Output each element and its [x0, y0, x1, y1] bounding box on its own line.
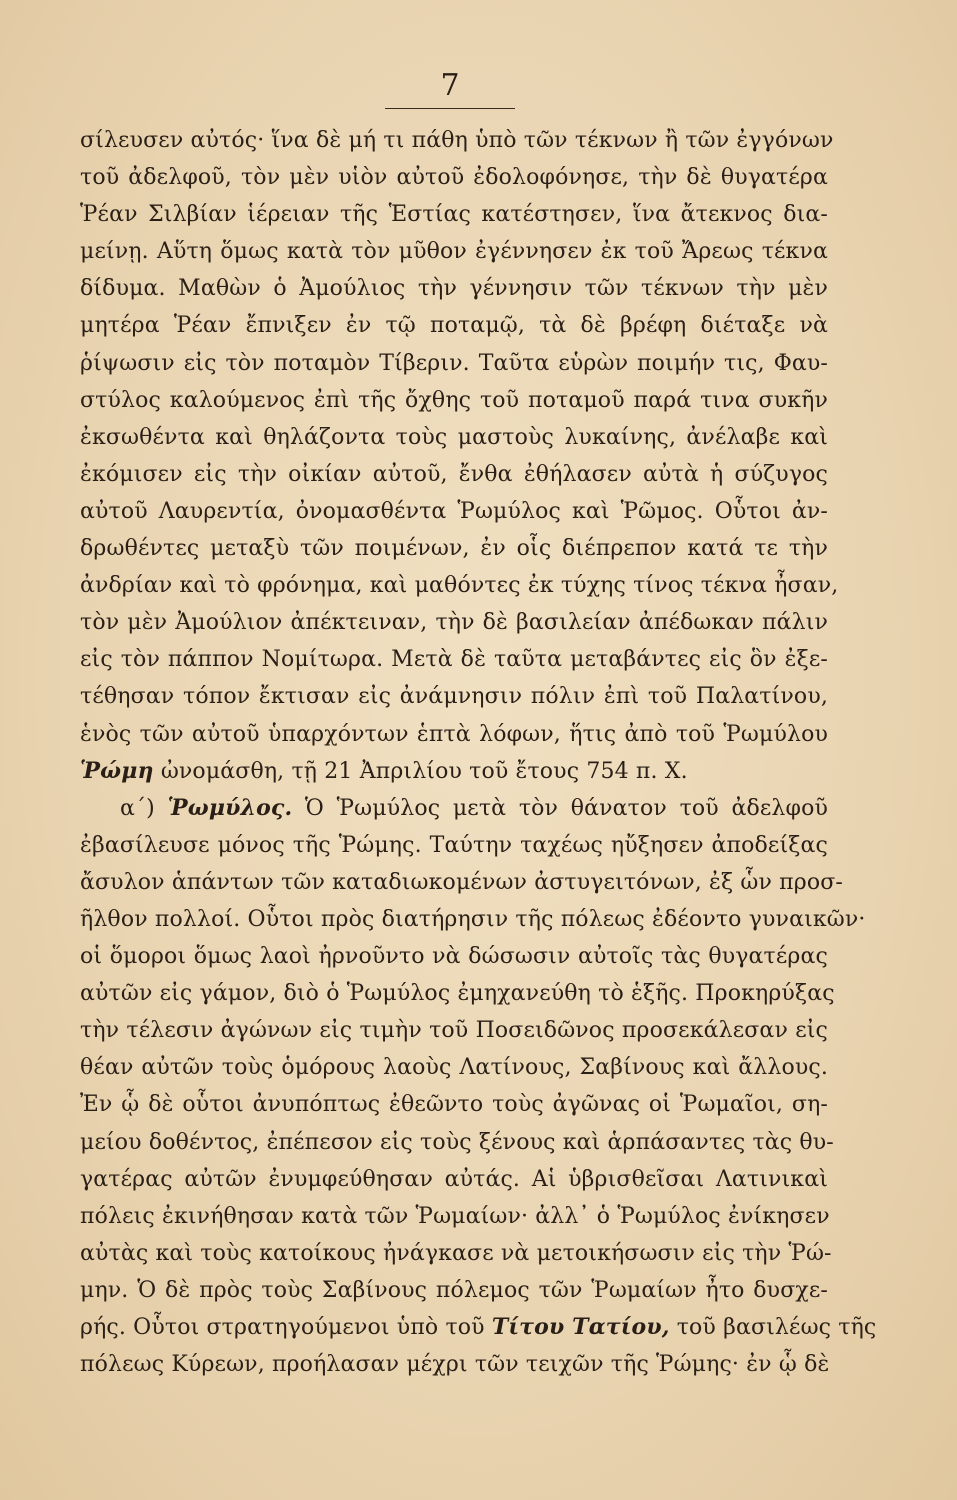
- text-line: στύλος καλούμενος ἐπὶ τῆς ὄχθης τοῦ ποταμοῦ παρά τινα συκῆν: [80, 387, 828, 413]
- section-title: Ῥωμύλος.: [167, 794, 293, 821]
- text-line: μείου δοθέντος, ἐπέπεσον εἰς τοὺς ξένους καὶ ἁρπάσαντες τὰς θυ-: [80, 1129, 834, 1155]
- text-line: σίλευσεν αὐτός· ἵνα δὲ μή τι πάθη ὑπὸ τῶν τέκνων ἢ τῶν ἐγγόνων: [80, 128, 834, 153]
- section-heading-line: [80, 790, 828, 827]
- text-line: ἐκόμισεν εἰς τὴν οἰκίαν αὐτοῦ, ἔνθα ἐθήλασεν αὐτὰ ἡ σύζυγος: [80, 461, 828, 487]
- text-line: μην. Ὁ δὲ πρὸς τοὺς Σαβίνους πόλεμος τῶν Ῥωμαίων ἦτο δυσχε-: [80, 1277, 828, 1303]
- page-number: 7: [440, 68, 460, 103]
- text-line: εἰς τὸν πάππον Νομίτωρα. Μετὰ δὲ ταῦτα μεταβάντες εἰς ὃν ἐξε-: [80, 647, 828, 673]
- roma-label: Ῥώμη: [80, 757, 154, 784]
- text-line: τὴν τέλεσιν ἀγώνων εἰς τιμὴν τοῦ Ποσειδῶνος προσεκάλεσαν εἰς: [80, 1018, 828, 1044]
- body-text: [80, 122, 877, 1383]
- section-first-rest: Ὁ Ῥωμύλος μετὰ τὸν θάνατον τοῦ ἀδελφοῦ: [292, 795, 828, 821]
- titus-name: Τίτου Τατίου,: [491, 1314, 670, 1340]
- text-line: ἐβασίλευσε μόνος τῆς Ῥώμης. Ταύτην ταχέως ηὔξησεν ἀποδείξας: [80, 832, 828, 858]
- text-line: δίδυμα. Μαθὼν ὁ Ἀμούλιος τὴν γέννησιν τῶν τέκνων τὴν μὲν: [80, 276, 828, 302]
- text-line: πόλεως Κύρεων, προήλασαν μέχρι τῶν τειχῶν τῆς Ῥώμης· ἐν ᾧ δὲ: [80, 1352, 830, 1378]
- roma-rest: ὠνομάσθη, τῇ 21 Ἀπριλίου τοῦ ἔτους 754 π. Χ.: [153, 758, 688, 784]
- text-line-roma: [80, 753, 828, 790]
- text-line: ἐκσωθέντα καὶ θηλάζοντα τοὺς μαστοὺς λυκαίνης, ἀνέλαβε καὶ: [80, 424, 828, 450]
- text-line: θέαν αὐτῶν τοὺς ὁμόρους λαοὺς Λατίνους, Σαβίνους καὶ ἄλλους.: [80, 1055, 828, 1081]
- text-line: μείνῃ. Αὕτη ὅμως κατὰ τὸν μῦθον ἐγέννησεν ἐκ τοῦ Ἄρεως τέκνα: [80, 239, 828, 265]
- titus-post: τοῦ βασιλέως τῆς: [669, 1315, 877, 1340]
- text-line: ἀνδρίαν καὶ τὸ φρόνημα, καὶ μαθόντες ἐκ τύχης τίνος τέκνα ἦσαν,: [80, 573, 839, 599]
- text-line: τὸν μὲν Ἀμούλιον ἀπέκτειναν, τὴν δὲ βασιλείαν ἀπέδωκαν πάλιν: [80, 610, 828, 636]
- text-line: ἄσυλον ἁπάντων τῶν καταδιωκομένων ἀστυγειτόνων, ἐξ ὧν προσ-: [80, 869, 843, 895]
- text-line: γατέρας αὐτῶν ἐνυμφεύθησαν αὐτάς. Αἱ ὑβρισθεῖσαι Λατινικαὶ: [80, 1166, 828, 1192]
- text-line: Ἐν ᾧ δὲ οὗτοι ἀνυπόπτως ἐθεῶντο τοὺς ἀγῶνας οἱ Ῥωμαῖοι, ση-: [80, 1092, 828, 1118]
- text-line: δρωθέντες μεταξὺ τῶν ποιμένων, ἐν οἷς διέπρεπον κατά τε τὴν: [80, 536, 828, 562]
- text-line: τοῦ ἀδελφοῦ, τὸν μὲν υἱὸν αὐτοῦ ἐδολοφόνησε, τὴν δὲ θυγατέρα: [80, 165, 828, 191]
- text-line: μητέρα Ῥέαν ἔπνιξεν ἐν τῷ ποταμῷ, τὰ δὲ βρέφη διέταξε νὰ: [80, 313, 828, 339]
- text-line: ῥίψωσιν εἰς τὸν ποταμὸν Τίβεριν. Ταῦτα εὑρὼν ποιμήν τις, Φαυ-: [80, 350, 828, 376]
- text-line: οἱ ὅμοροι ὅμως λαοὶ ἠρνοῦντο νὰ δώσωσιν αὐτοῖς τὰς θυγατέρας: [80, 944, 828, 970]
- text-line: πόλεις ἐκινήθησαν κατὰ τῶν Ῥωμαίων· ἀλλ᾽ ὁ Ῥωμύλος ἐνίκησεν: [80, 1203, 830, 1229]
- text-line: αὐτῶν εἰς γάμον, διὸ ὁ Ῥωμύλος ἐμηχανεύθη τὸ ἑξῆς. Προκηρύξας: [80, 981, 835, 1007]
- text-line: αὐτὰς καὶ τοὺς κατοίκους ἠνάγκασε νὰ μετοικήσωσιν εἰς τὴν Ῥώ-: [80, 1240, 832, 1266]
- header-rule: [385, 108, 515, 109]
- text-line-titus: [80, 1309, 877, 1346]
- text-line: Ῥέαν Σιλβίαν ἱέρειαν τῆς Ἑστίας κατέστησεν, ἵνα ἄτεκνος δια-: [80, 202, 828, 228]
- text-line: ἑνὸς τῶν αὐτοῦ ὑπαρχόντων ἑπτὰ λόφων, ἥτις ἀπὸ τοῦ Ῥωμύλου: [80, 721, 828, 747]
- section-marker: α΄): [120, 795, 155, 821]
- titus-pre: ρής. Οὗτοι στρατηγούμενοι ὑπὸ τοῦ: [80, 1315, 492, 1340]
- text-line: τέθησαν τόπον ἔκτισαν εἰς ἀνάμνησιν πόλιν ἐπὶ τοῦ Παλατίνου,: [80, 684, 828, 710]
- text-line: ῆλθον πολλοί. Οὗτοι πρὸς διατήρησιν τῆς πόλεως ἐδέοντο γυναικῶν·: [80, 906, 866, 932]
- text-line: αὐτοῦ Λαυρεντία, ὀνομασθέντα Ῥωμύλος καὶ Ῥῶμος. Οὗτοι ἀν-: [80, 498, 828, 524]
